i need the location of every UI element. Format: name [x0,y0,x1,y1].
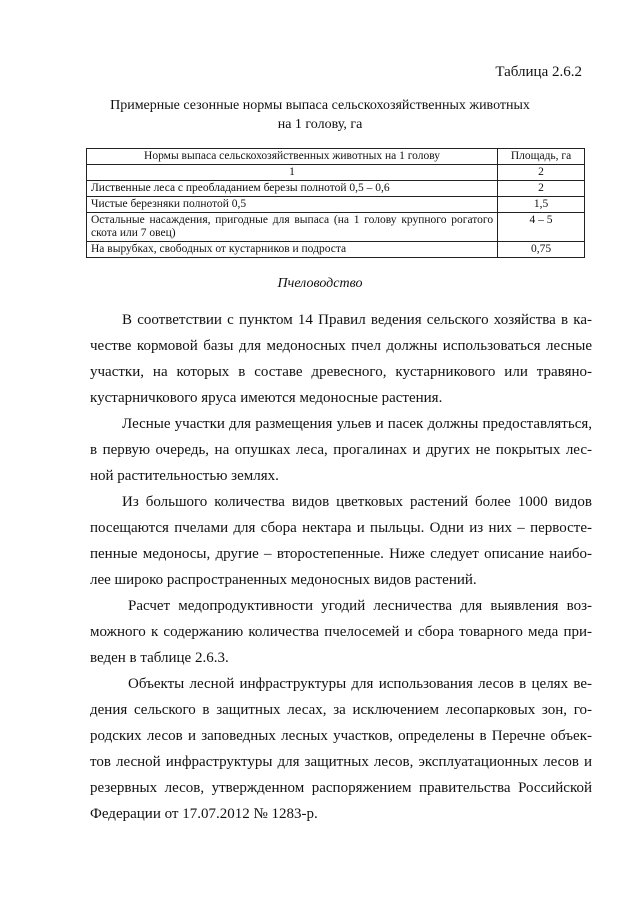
paragraph-line: ной растительностью землях. [90,468,279,484]
paragraph-line: родских лесов и заповедных лесных участков, определены в Перечне объек- [90,728,592,744]
table-row [87,181,585,197]
paragraph [90,307,592,411]
table-row [87,213,585,242]
paragraph-line: Объекты лесной инфраструктуры для использования лесов в целях ве- [128,676,592,692]
table-index-cell: 1 [87,165,498,181]
table-cell-area: 2 [498,181,585,197]
body-text [90,307,592,827]
table-cell-name: Чистые березняки полнотой 0,5 [87,197,498,213]
paragraph-line: дения сельского в защитных лесах, за исключением лесопарковых зон, го- [90,702,592,718]
paragraph-line: тов лесной инфраструктуры для защитных лесов, эксплуатационных лесов и [90,754,592,770]
paragraph-line: можного к содержанию количества пчелосемей и сбора товарного меда при- [90,624,592,640]
paragraph-line: в первую очередь, на опушках леса, прогалинах и других не покрытых лес- [90,442,592,458]
table-title-line-2: на 1 голову, га [277,117,363,132]
paragraph-line: кустарничкового яруса имеются медоносные растения. [90,390,443,406]
table-cell-area: 4 – 5 [498,213,585,242]
paragraph [90,489,592,593]
paragraph-line: Из большого количества видов цветковых растений более 1000 видов [122,494,592,510]
paragraph-line: пенные медоносы, другие – второстепенные. Ниже следует описание наибо- [90,546,592,562]
paragraph-line: Федерации от 17.07.2012 № 1283-р. [90,806,318,822]
table-row [87,197,585,213]
table-header-row [87,149,585,165]
table-index-row [87,165,585,181]
table-index-cell: 2 [498,165,585,181]
table-header-norms: Нормы выпаса сельскохозяйственных животных на 1 голову [87,149,498,165]
table-cell-name: На вырубках, свободных от кустарников и подроста [87,242,498,258]
table-cell-area: 0,75 [498,242,585,258]
paragraph [90,593,592,671]
table-cell-name: Лиственные леса с преобладанием березы полнотой 0,5 – 0,6 [87,181,498,197]
grazing-norms-table [86,148,585,258]
paragraph [90,671,592,827]
table-number: Таблица 2.6.2 [495,64,582,80]
paragraph [90,411,592,489]
table-row [87,242,585,258]
table-cell-name: Остальные насаждения, пригодные для выпаса (на 1 голову крупного рогатого скота или 7 овец) [87,213,498,242]
paragraph-line: резервных лесов, утвержденном распоряжением правительства Российской [90,780,592,796]
table-cell-area: 1,5 [498,197,585,213]
paragraph-line: В соответствии с пунктом 14 Правил ведения сельского хозяйства в ка- [122,312,592,328]
paragraph-line: посещаются пчелами для сбора нектара и пыльцы. Одни из них – первосте- [90,520,592,536]
paragraph-line: участки, на которых в составе древесного, кустарникового или травяно- [90,364,592,380]
paragraph-line: лее широко распространенных медоносных видов растений. [90,572,477,588]
table-title [80,96,560,134]
table-title-line-1: Примерные сезонные нормы выпаса сельскохозяйственных животных [110,98,530,113]
section-title: Пчеловодство [277,276,363,291]
paragraph-line: веден в таблице 2.6.3. [90,650,229,666]
table-header-area: Площадь, га [498,149,585,165]
paragraph-line: Расчет медопродуктивности угодий лесничества для выявления воз- [128,598,592,614]
paragraph-line: честве кормовой базы для медоносных пчел должны использоваться лесные [90,338,592,354]
paragraph-line: Лесные участки для размещения ульев и пасек должны предоставляться, [122,416,592,432]
